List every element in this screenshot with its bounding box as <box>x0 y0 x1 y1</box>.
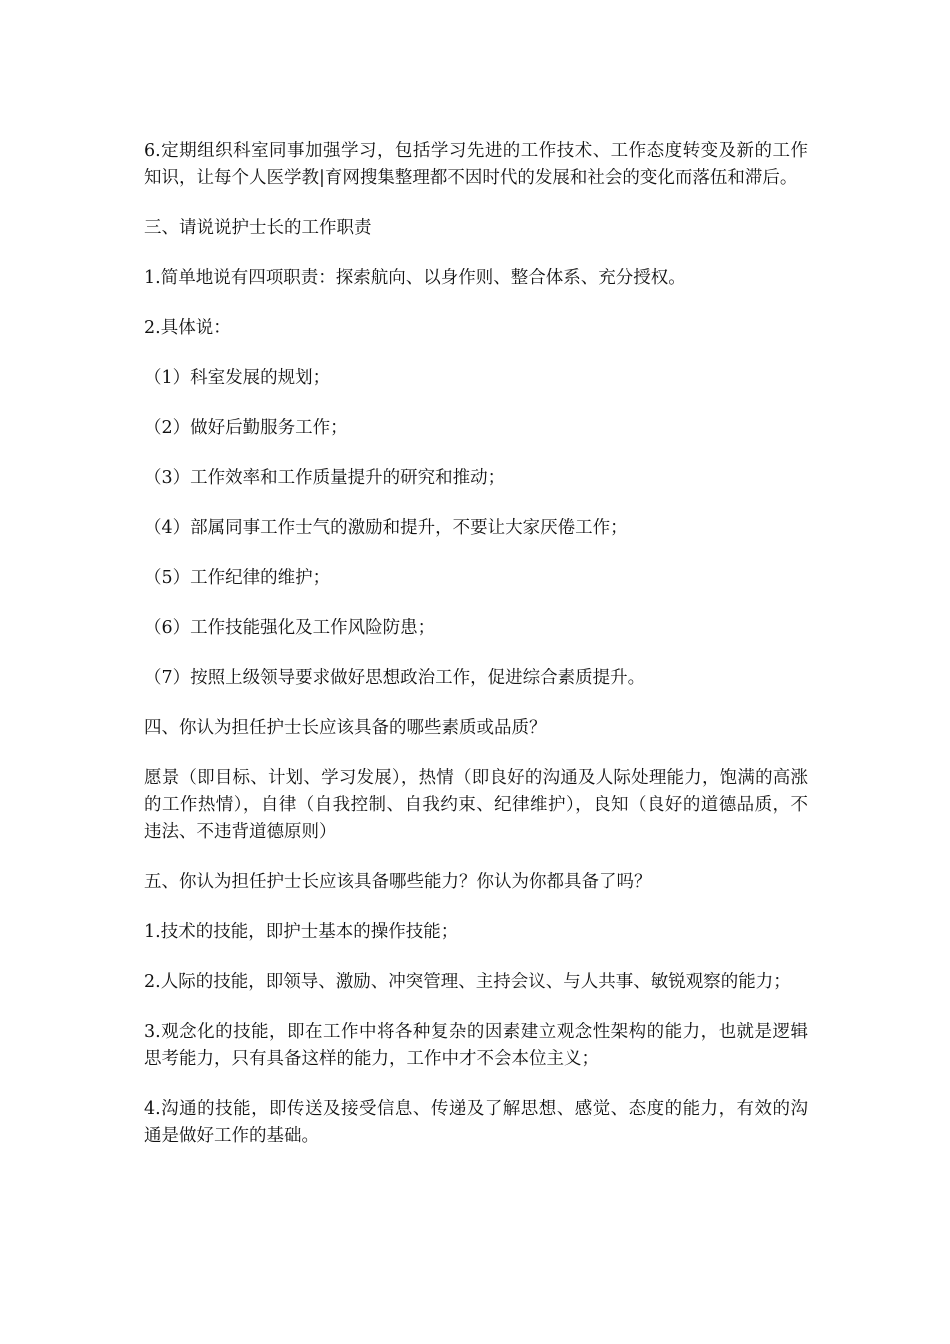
list-item-skill-1: 1.技术的技能，即护士基本的操作技能； <box>144 922 459 942</box>
list-item-skill-4: 4.沟通的技能，即传送及接受信息、传递及了解思想、感觉、态度的能力，有效的沟通是做好工作的基础。 <box>144 1099 808 1146</box>
list-item-duty-4: （4）部属同事工作士气的激励和提升，不要让大家厌倦工作； <box>144 518 628 538</box>
paragraph-duties-summary: 1.简单地说有四项职责：探索航向、以身作则、整合体系、充分授权。 <box>144 268 686 288</box>
list-item-duty-5: （5）工作纪律的维护； <box>144 568 331 588</box>
list-item-skill-2: 2.人际的技能，即领导、激励、冲突管理、主持会议、与人共事、敏锐观察的能力； <box>144 972 791 992</box>
list-item-duty-1: （1）科室发展的规划； <box>144 368 331 388</box>
section-heading-4: 四、你认为担任护士长应该具备的哪些素质或品质？ <box>144 718 547 738</box>
list-item-skill-3: 3.观念化的技能，即在工作中将各种复杂的因素建立观念性架构的能力，也就是逻辑思考能力，只有具备这样的能力，工作中才不会本位主义； <box>144 1022 808 1069</box>
section-heading-5: 五、你认为担任护士长应该具备哪些能力？你认为你都具备了吗？ <box>144 872 652 892</box>
list-item-duty-2: （2）做好后勤服务工作； <box>144 418 348 438</box>
list-item-duty-3: （3）工作效率和工作质量提升的研究和推动； <box>144 468 506 488</box>
list-item-duty-7: （7）按照上级领导要求做好思想政治工作，促进综合素质提升。 <box>144 668 646 688</box>
list-item-duty-6: （6）工作技能强化及工作风险防患； <box>144 618 436 638</box>
paragraph-qualities: 愿景（即目标、计划、学习发展），热情（即良好的沟通及人际处理能力，饱满的高涨的工作热情），自律（自我控制、自我约束、纪律维护），良知（良好的道德品质，不违法、不违背道德原则） <box>144 768 808 842</box>
paragraph-study-item-6: 6.定期组织科室同事加强学习，包括学习先进的工作技术、工作态度转变及新的工作知识，让每个人医学教|育网搜集整理都不因时代的发展和社会的变化而落伍和滞后。 <box>144 141 808 188</box>
section-heading-3: 三、请说说护士长的工作职责 <box>144 218 372 238</box>
paragraph-duties-detail-intro: 2.具体说： <box>144 318 231 338</box>
document-body <box>144 138 808 1173</box>
